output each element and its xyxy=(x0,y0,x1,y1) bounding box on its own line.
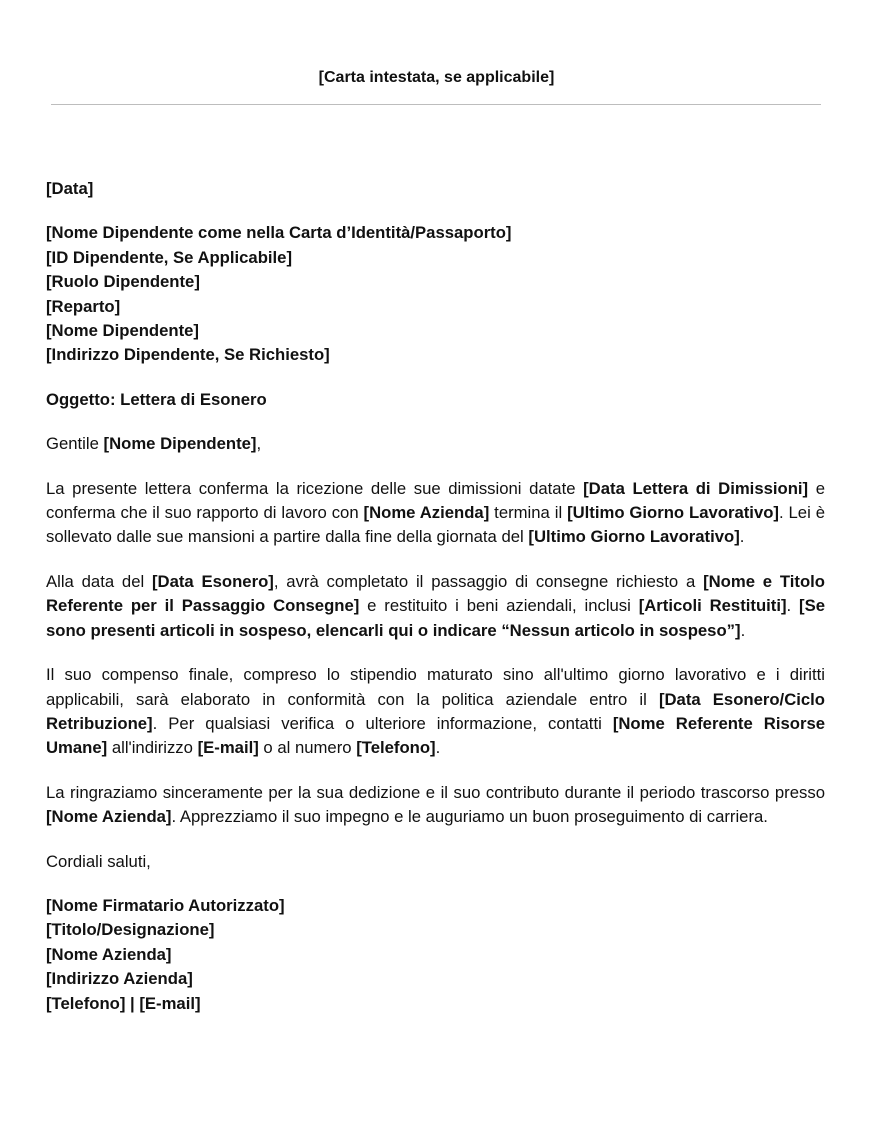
text-run: . xyxy=(435,738,441,758)
placeholder-text: [Data Lettera di Dimissioni] xyxy=(583,478,809,498)
placeholder-text: [Nome Azienda] xyxy=(363,503,490,523)
text-run: . xyxy=(740,620,746,640)
paragraph-handover xyxy=(46,570,825,643)
subject-text: Oggetto: Lettera di Esonero xyxy=(46,389,267,409)
recipient-block xyxy=(46,221,825,367)
recipient-line: [Nome Dipendente come nella Carta d’Identità/Passaporto] xyxy=(46,223,512,243)
signature-line: [Nome Firmatario Autorizzato] xyxy=(46,895,285,915)
subject-line xyxy=(46,388,825,412)
text-run: , avrà completato il passaggio di consegne richiesto a xyxy=(273,571,704,591)
letterhead-placeholder: [Carta intestata, se applicabile] xyxy=(318,69,555,86)
date-line xyxy=(46,177,825,201)
text-run: o al numero xyxy=(258,738,357,758)
placeholder-text: [Se sono presenti articoli in sospeso, elencarli qui o indicare “Nessun articolo in sospeso”] xyxy=(46,596,825,640)
signature-line: [Titolo/Designazione] xyxy=(46,920,215,940)
text-run: . xyxy=(739,527,745,547)
closing-line: Cordiali saluti, xyxy=(46,851,151,871)
text-run: . Apprezziamo il suo impegno e le auguriamo un buon proseguimento di carriera. xyxy=(171,807,768,827)
text-run: Alla data del xyxy=(46,571,152,591)
paragraph-compensation xyxy=(46,663,825,761)
text-run: all'indirizzo xyxy=(107,738,198,758)
salutation-prefix: Gentile xyxy=(46,434,104,454)
recipient-line: [Reparto] xyxy=(46,296,121,316)
placeholder-text: [Ultimo Giorno Lavorativo] xyxy=(528,527,740,547)
placeholder-text: [Data Esonero/Ciclo Retribuzione] xyxy=(46,689,825,733)
text-run: . Per qualsiasi verifica o ulteriore informazione, contatti xyxy=(152,713,613,733)
signature-block xyxy=(46,894,825,1016)
placeholder-text: [Data Esonero] xyxy=(151,571,274,591)
date-placeholder: [Data] xyxy=(46,179,94,198)
text-run: Il suo compenso finale, compreso lo stipendio maturato sino all'ultimo giorno lavorativo e i diritti applicabili, sarà elaborato in conformità con la politica aziendale entro il xyxy=(46,665,825,709)
recipient-line: [Indirizzo Dipendente, Se Richiesto] xyxy=(46,345,330,365)
placeholder-text: [Articoli Restituiti] xyxy=(638,596,787,616)
recipient-line: [Nome Dipendente] xyxy=(46,321,199,341)
signature-line: [Nome Azienda] xyxy=(46,944,172,964)
recipient-line: [Ruolo Dipendente] xyxy=(46,272,200,292)
placeholder-text: [Ultimo Giorno Lavorativo] xyxy=(567,503,779,523)
header-divider xyxy=(51,104,821,105)
placeholder-text: [Nome Azienda] xyxy=(46,807,172,827)
placeholder-text: [Nome e Titolo Referente per il Passaggio Consegne] xyxy=(46,571,825,616)
text-run: La ringraziamo sinceramente per la sua dedizione e il suo contributo durante il periodo trascorso presso xyxy=(46,782,825,802)
salutation xyxy=(46,432,825,456)
signature-line: [Telefono] | [E-mail] xyxy=(46,993,201,1013)
text-run: termina il xyxy=(489,503,568,523)
text-run: e conferma che il suo rapporto di lavoro con xyxy=(46,478,825,523)
placeholder-text: [Telefono] xyxy=(356,738,436,758)
text-run: . xyxy=(786,596,800,616)
text-run: e restituito i beni aziendali, inclusi xyxy=(359,596,639,616)
placeholder-text: [Nome Referente Risorse Umane] xyxy=(46,713,826,758)
paragraph-thanks xyxy=(46,781,825,830)
text-run: La presente lettera conferma la ricezione delle sue dimissioni datate xyxy=(46,478,584,498)
paragraph-confirmation xyxy=(46,477,825,550)
signature-line: [Indirizzo Azienda] xyxy=(46,969,193,989)
salutation-name: [Nome Dipendente] xyxy=(103,434,257,454)
letter-body xyxy=(46,177,825,1036)
placeholder-text: [E-mail] xyxy=(197,738,259,758)
salutation-suffix: , xyxy=(256,434,262,454)
text-run: . Lei è sollevato dalle sue mansioni a partire dalla fine della giornata del xyxy=(46,503,825,547)
recipient-line: [ID Dipendente, Se Applicabile] xyxy=(46,247,293,267)
